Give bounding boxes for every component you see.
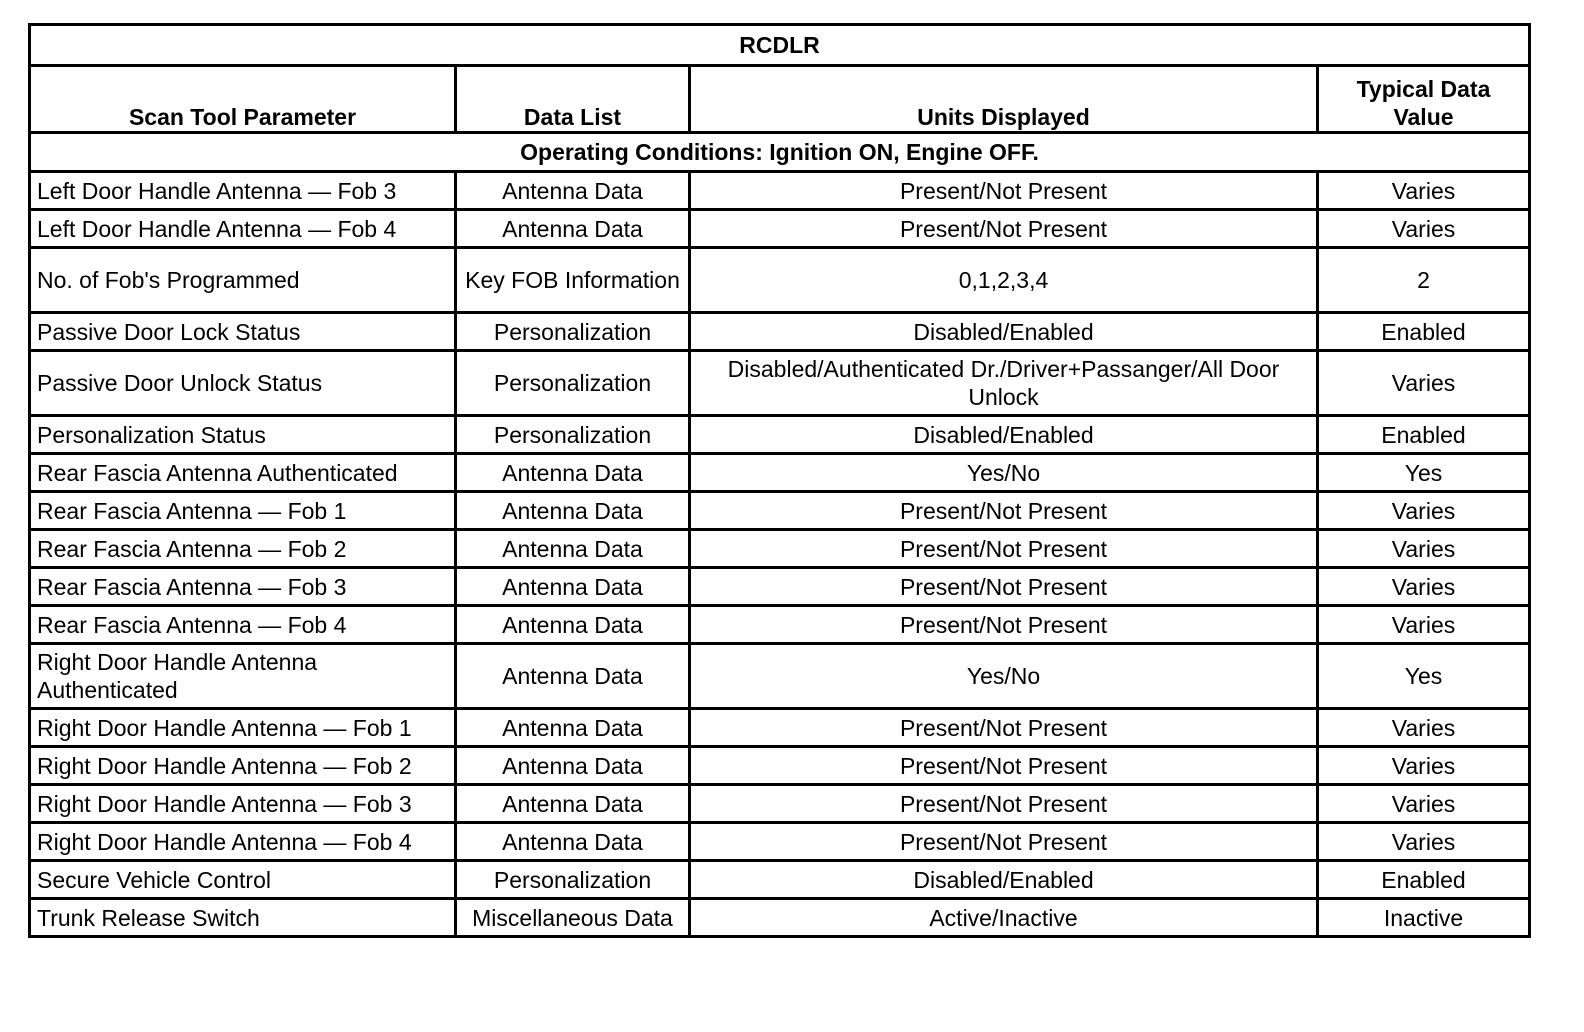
parameter-cell: Personalization Status: [30, 416, 456, 454]
table-row: [30, 210, 1530, 248]
table-row: [30, 416, 1530, 454]
data-list-cell: Antenna Data: [456, 606, 690, 644]
table-row: [30, 709, 1530, 747]
table-row: [30, 644, 1530, 709]
operating-conditions-row: [30, 133, 1530, 172]
data-list-cell: Antenna Data: [456, 709, 690, 747]
table-title: RCDLR: [30, 25, 1530, 66]
data-list-cell: Antenna Data: [456, 644, 690, 709]
units-cell: Present/Not Present: [690, 568, 1318, 606]
parameter-cell: No. of Fob's Programmed: [30, 248, 456, 313]
units-cell: Present/Not Present: [690, 785, 1318, 823]
typical-value-cell: Enabled: [1318, 861, 1530, 899]
typical-value-cell: Varies: [1318, 530, 1530, 568]
units-cell: Disabled/Enabled: [690, 416, 1318, 454]
units-cell: Present/Not Present: [690, 210, 1318, 248]
parameter-cell: Rear Fascia Antenna Authenticated: [30, 454, 456, 492]
typical-value-cell: Yes: [1318, 644, 1530, 709]
typical-value-cell: 2: [1318, 248, 1530, 313]
table-body: [30, 172, 1530, 937]
typical-value-cell: Varies: [1318, 709, 1530, 747]
parameter-cell: Passive Door Lock Status: [30, 313, 456, 351]
typical-value-cell: Varies: [1318, 568, 1530, 606]
operating-conditions: Operating Conditions: Ignition ON, Engine OFF.: [30, 133, 1530, 172]
parameter-cell: Rear Fascia Antenna — Fob 1: [30, 492, 456, 530]
table-row: [30, 454, 1530, 492]
units-cell: Disabled/Authenticated Dr./Driver+Passanger/All Door Unlock: [690, 351, 1318, 416]
typical-value-cell: Varies: [1318, 492, 1530, 530]
typical-value-cell: Inactive: [1318, 899, 1530, 937]
data-list-cell: Antenna Data: [456, 454, 690, 492]
typical-value-cell: Yes: [1318, 454, 1530, 492]
table-row: [30, 351, 1530, 416]
table-row: [30, 785, 1530, 823]
typical-value-cell: Varies: [1318, 785, 1530, 823]
table-row: [30, 313, 1530, 351]
table-row: [30, 568, 1530, 606]
data-list-cell: Antenna Data: [456, 747, 690, 785]
table-row: [30, 248, 1530, 313]
units-cell: Yes/No: [690, 644, 1318, 709]
title-row: [30, 25, 1530, 66]
units-cell: Present/Not Present: [690, 823, 1318, 861]
parameter-cell: Right Door Handle Antenna — Fob 2: [30, 747, 456, 785]
parameter-cell: Right Door Handle Antenna — Fob 4: [30, 823, 456, 861]
parameter-cell: Secure Vehicle Control: [30, 861, 456, 899]
table-row: [30, 747, 1530, 785]
typical-value-cell: Varies: [1318, 823, 1530, 861]
units-cell: Present/Not Present: [690, 530, 1318, 568]
typical-value-cell: Varies: [1318, 210, 1530, 248]
table-row: [30, 492, 1530, 530]
units-cell: Present/Not Present: [690, 172, 1318, 210]
header-units-displayed: Units Displayed: [690, 66, 1318, 133]
header-data-list: Data List: [456, 66, 690, 133]
typical-value-cell: Varies: [1318, 606, 1530, 644]
parameter-cell: Right Door Handle Antenna — Fob 1: [30, 709, 456, 747]
data-list-cell: Miscellaneous Data: [456, 899, 690, 937]
typical-value-cell: Varies: [1318, 172, 1530, 210]
parameter-cell: Left Door Handle Antenna — Fob 3: [30, 172, 456, 210]
table-row: [30, 172, 1530, 210]
table-row: [30, 861, 1530, 899]
data-list-cell: Personalization: [456, 861, 690, 899]
header-scan-tool-parameter: Scan Tool Parameter: [30, 66, 456, 133]
table-row: [30, 530, 1530, 568]
typical-value-cell: Enabled: [1318, 313, 1530, 351]
data-list-cell: Personalization: [456, 416, 690, 454]
parameter-cell: Rear Fascia Antenna — Fob 2: [30, 530, 456, 568]
data-list-cell: Personalization: [456, 313, 690, 351]
parameter-cell: Rear Fascia Antenna — Fob 3: [30, 568, 456, 606]
parameter-cell: Right Door Handle Antenna — Fob 3: [30, 785, 456, 823]
units-cell: Active/Inactive: [690, 899, 1318, 937]
data-list-cell: Antenna Data: [456, 823, 690, 861]
parameter-cell: Left Door Handle Antenna — Fob 4: [30, 210, 456, 248]
units-cell: Disabled/Enabled: [690, 313, 1318, 351]
data-list-cell: Antenna Data: [456, 492, 690, 530]
data-list-cell: Antenna Data: [456, 530, 690, 568]
units-cell: Present/Not Present: [690, 492, 1318, 530]
data-list-cell: Antenna Data: [456, 568, 690, 606]
data-list-cell: Antenna Data: [456, 785, 690, 823]
parameter-cell: Right Door Handle Antenna Authenticated: [30, 644, 456, 709]
parameter-cell: Passive Door Unlock Status: [30, 351, 456, 416]
units-cell: Disabled/Enabled: [690, 861, 1318, 899]
parameter-cell: Rear Fascia Antenna — Fob 4: [30, 606, 456, 644]
data-list-cell: Key FOB Information: [456, 248, 690, 313]
units-cell: Present/Not Present: [690, 709, 1318, 747]
table-row: [30, 899, 1530, 937]
units-cell: Present/Not Present: [690, 747, 1318, 785]
header-row: [30, 66, 1530, 133]
header-typical-data-value: Typical Data Value: [1318, 66, 1530, 133]
rcdlr-data-table: [28, 23, 1531, 938]
table-row: [30, 823, 1530, 861]
typical-value-cell: Varies: [1318, 747, 1530, 785]
typical-value-cell: Varies: [1318, 351, 1530, 416]
units-cell: 0,1,2,3,4: [690, 248, 1318, 313]
data-list-cell: Personalization: [456, 351, 690, 416]
data-list-cell: Antenna Data: [456, 210, 690, 248]
units-cell: Present/Not Present: [690, 606, 1318, 644]
data-list-cell: Antenna Data: [456, 172, 690, 210]
parameter-cell: Trunk Release Switch: [30, 899, 456, 937]
units-cell: Yes/No: [690, 454, 1318, 492]
table-row: [30, 606, 1530, 644]
typical-value-cell: Enabled: [1318, 416, 1530, 454]
